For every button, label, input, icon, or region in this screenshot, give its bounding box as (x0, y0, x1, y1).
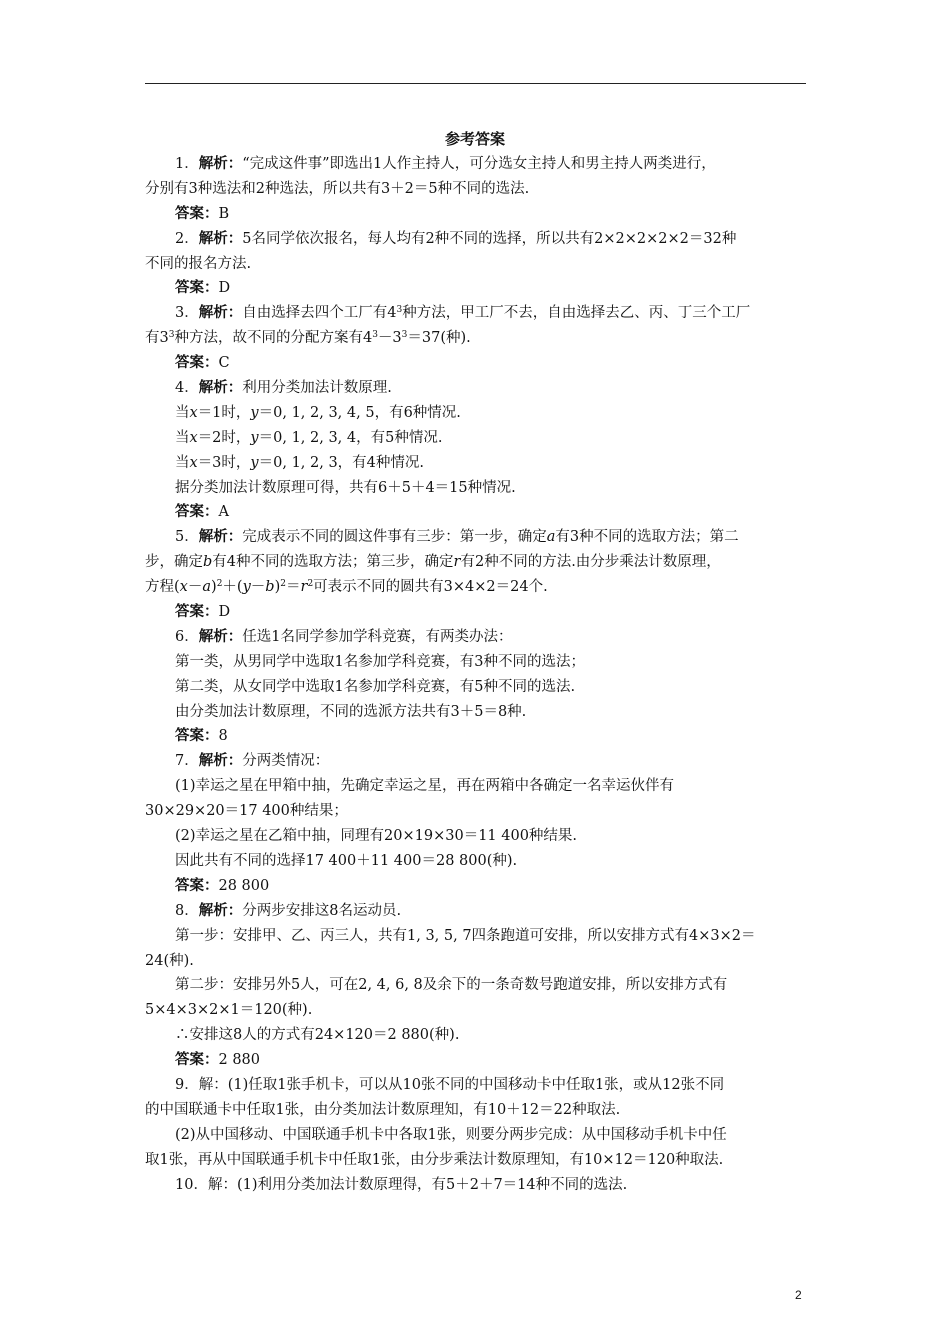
q2-answer: 答案：D (175, 280, 231, 297)
q9-line-2: 的中国联通卡中任取1张，由分类加法计数原理知，有10＋12＝22种取法. (145, 1101, 621, 1118)
q4-case-1: 当x＝1时，y＝0, 1, 2, 3, 4, 5，有6种情况. (175, 404, 461, 421)
q3-line-1: 3．解析：自由选择去四个工厂有$4^3$种方法，甲工厂不去，自由选择去乙、丙、丁三个工厂 (175, 305, 751, 322)
q2-line-2: 不同的报名方法. (145, 255, 252, 272)
q10-line-1: 10．解：(1)利用分类加法计数原理得，有5＋2＋7＝14种不同的选法. (175, 1176, 628, 1193)
q3-answer: 答案：C (175, 355, 230, 372)
q2-line-1: 2．解析：5名同学依次报名，每人均有2种不同的选择，所以共有2×2×2×2×2＝32种 (175, 230, 737, 247)
q6-line-3: 第二类，从女同学中选取1名参加学科竞赛，有5种不同的选法. (175, 678, 576, 695)
q8-line-3: 24(种). (145, 952, 194, 969)
q6-line-4: 由分类加法计数原理，不同的选派方法共有3＋5＝8种. (175, 703, 527, 720)
q7-answer: 答案：28 800 (175, 877, 270, 894)
q8-line-4: 第二步：安排另外5人，可在2, 4, 6, 8及余下的一条奇数号跑道安排，所以安排方式有 (175, 977, 728, 994)
q1-line-1: 1．解析：“完成这件事”即选出1人作主持人，可分选女主持人和男主持人两类进行， (175, 156, 716, 172)
q5-line-1: 5．解析：完成表示不同的圆这件事有三步：第一步，确定a有3种不同的选取方法；第二 (175, 529, 739, 546)
q5-answer: 答案：D (175, 604, 231, 621)
q4-line-1: 4．解析：利用分类加法计数原理. (175, 380, 392, 397)
q5-line-3: 方程$(x-a)^2+(y-b)^2=r^2$可表示不同的圆共有3×4×2＝24个. (145, 579, 548, 596)
header-rule (145, 83, 806, 84)
q8-line-6: ∴安排这8人的方式有24×120＝2 880(种). (175, 1027, 460, 1044)
q7-line-5: 因此共有不同的选择17 400＋11 400＝28 800(种). (175, 852, 518, 869)
page-title: 参考答案 (444, 130, 505, 148)
q1-line-2: 分别有3种选法和2种选法，所以共有3＋2＝5种不同的选法. (145, 180, 530, 197)
q6-answer: 答案：8 (175, 728, 228, 745)
page-number: 2 (795, 1288, 802, 1302)
answer-content (145, 152, 806, 1197)
q5-line-2: 步，确定b有4种不同的选取方法；第三步，确定r有2种不同的方法.由分步乘法计数原理， (145, 554, 721, 571)
q9-line-1: 9．解：(1)任取1张手机卡，可以从10张不同的中国移动卡中任取1张，或从12张不同 (175, 1076, 725, 1093)
q8-line-2: 第一步：安排甲、乙、丙三人，共有1, 3, 5, 7四条跑道可安排，所以安排方式有4×3×2＝ (175, 927, 756, 944)
q8-line-5: 5×4×3×2×1＝120(种). (145, 1002, 313, 1019)
q7-line-2: (1)幸运之星在甲箱中抽，先确定幸运之星，再在两箱中各确定一名幸运伙伴有 (175, 778, 675, 795)
q4-case-3: 当x＝3时，y＝0, 1, 2, 3，有4种情况. (175, 454, 425, 471)
q8-answer: 答案：2 880 (175, 1052, 261, 1069)
q1-answer: 答案：B (175, 205, 230, 222)
q4-answer: 答案：A (175, 504, 229, 521)
q7-line-4: (2)幸运之星在乙箱中抽，同理有20×19×30＝11 400种结果. (175, 828, 578, 845)
q7-line-3: 30×29×20＝17 400种结果； (145, 803, 348, 820)
q8-line-1: 8．解析：分两步安排这8名运动员. (175, 902, 402, 919)
q6-line-1: 6．解析：任选1名同学参加学科竞赛，有两类办法： (175, 628, 513, 645)
q6-line-2: 第一类，从男同学中选取1名参加学科竞赛，有3种不同的选法； (175, 653, 585, 670)
q4-case-2: 当x＝2时，y＝0, 1, 2, 3, 4，有5种情况. (175, 429, 443, 446)
q9-line-3: (2)从中国移动、中国联通手机卡中各取1张，则要分两步完成：从中国移动手机卡中任 (175, 1126, 727, 1143)
q9-line-4: 取1张，再从中国联通手机卡中任取1张，由分步乘法计数原理知，有10×12＝120种取法. (145, 1151, 724, 1168)
q7-line-1: 7．解析：分两类情况： (175, 753, 330, 770)
q3-line-2: 有$3^3$种方法，故不同的分配方案有$4^3-3^3=37$(种). (145, 330, 471, 347)
q4-line-5: 据分类加法计数原理可得，共有6＋5＋4＝15种情况. (175, 479, 516, 496)
